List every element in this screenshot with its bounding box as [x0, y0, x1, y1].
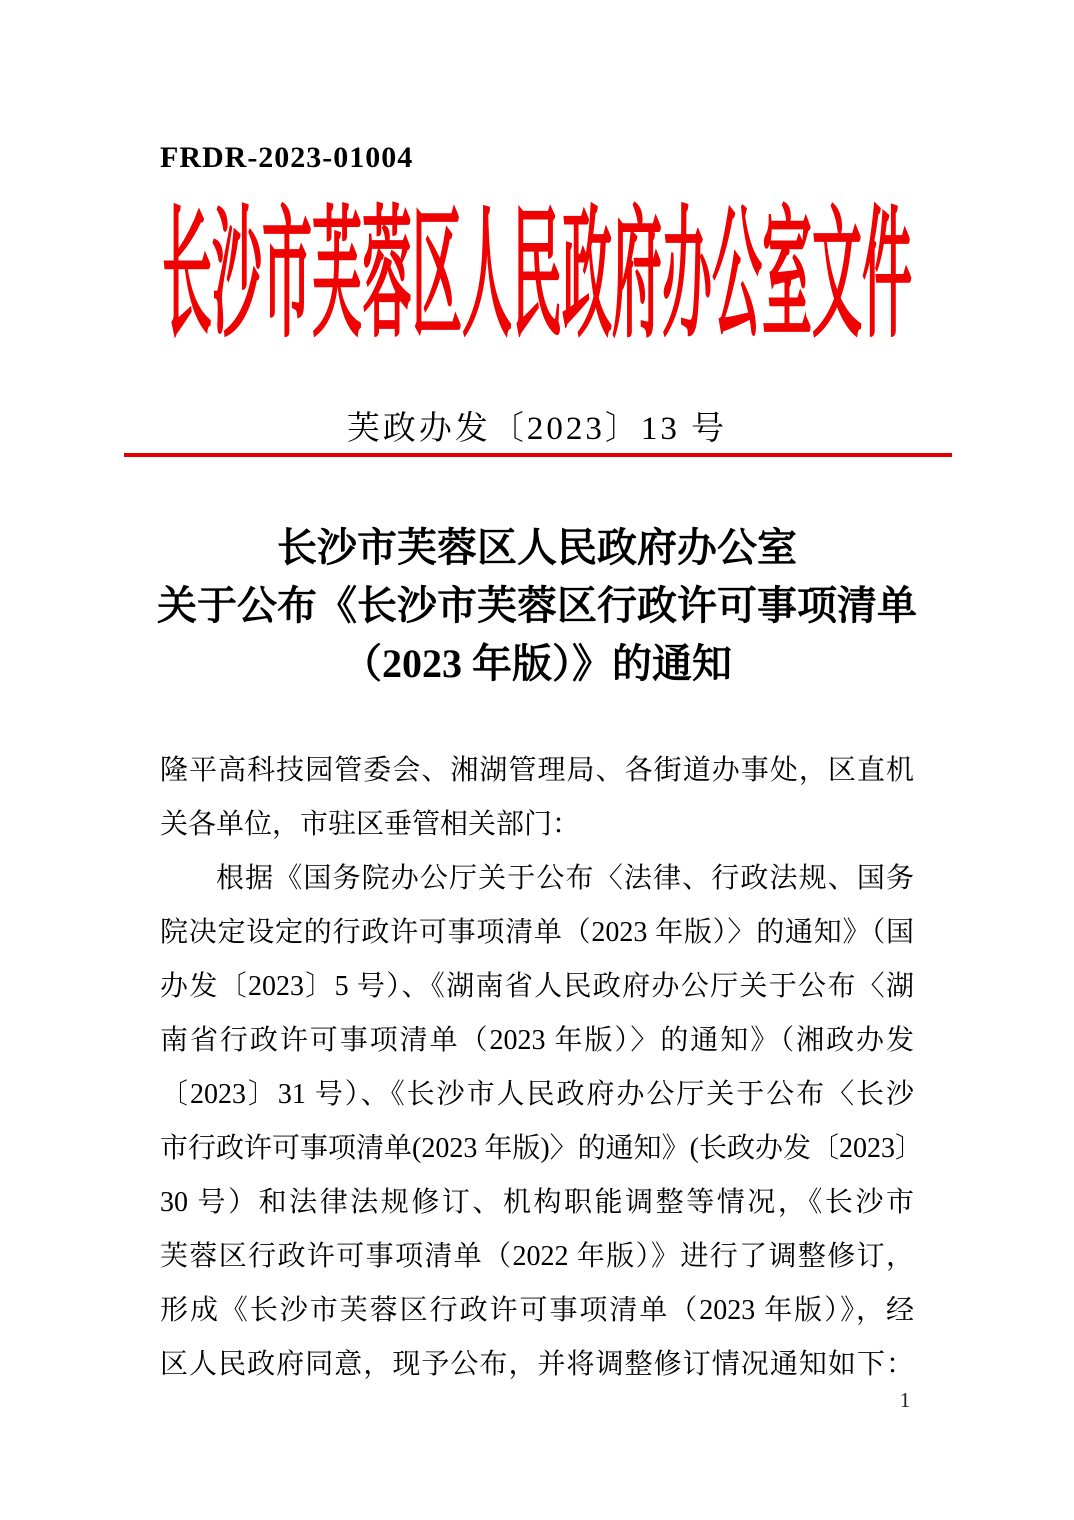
notice-title-line-3: （2023 年版）》的通知	[342, 641, 732, 686]
body-line: 30 号）和法律法规修订、机构职能调整等情况，《长沙市	[160, 1187, 914, 1218]
body-line: 市行政许可事项清单(2023 年版)〉的通知》(长政办发〔2023〕	[160, 1133, 923, 1164]
body-line: 〔2023〕31 号）、《长沙市人民政府办公厅关于公布〈长沙	[160, 1079, 914, 1110]
body-line: 根据《国务院办公厅关于公布〈法律、行政法规、国务	[216, 863, 914, 894]
page-number: 1	[899, 1388, 911, 1412]
body-line: 区人民政府同意，现予公布，并将调整修订情况通知如下：	[160, 1349, 914, 1380]
body-line: 形成《长沙市芙蓉区行政许可事项清单（2023 年版）》，经	[160, 1295, 914, 1326]
notice-title-line-1: 长沙市芙蓉区人民政府办公室	[277, 525, 797, 570]
body-line: 隆平高科技园管委会、湘湖管理局、各街道办事处，区直机	[160, 755, 914, 786]
notice-title-line-2: 关于公布《长沙市芙蓉区行政许可事项清单	[157, 583, 917, 628]
body-line: 办发〔2023〕5 号）、《湖南省人民政府办公厅关于公布〈湖	[160, 971, 914, 1002]
red-header	[0, 195, 1074, 356]
red-header-title: 长沙市芙蓉区人民政府办公室文件	[162, 195, 912, 356]
notice-title	[0, 519, 1074, 693]
notice-body	[160, 744, 923, 1392]
red-divider-line	[124, 453, 952, 457]
doc-issue-number: 芙政办发〔2023〕13 号	[346, 411, 728, 447]
body-line: 院决定设定的行政许可事项清单（2023 年版）〉的通知》（国	[160, 917, 914, 948]
body-line: 南省行政许可事项清单（2023 年版）〉的通知》（湘政办发	[160, 1025, 914, 1056]
body-line: 关各单位，市驻区垂管相关部门：	[160, 809, 581, 840]
doc-registry-number: FRDR-2023-01004	[160, 141, 414, 174]
body-line: 芙蓉区行政许可事项清单（2022 年版）》进行了调整修订，	[160, 1241, 914, 1272]
